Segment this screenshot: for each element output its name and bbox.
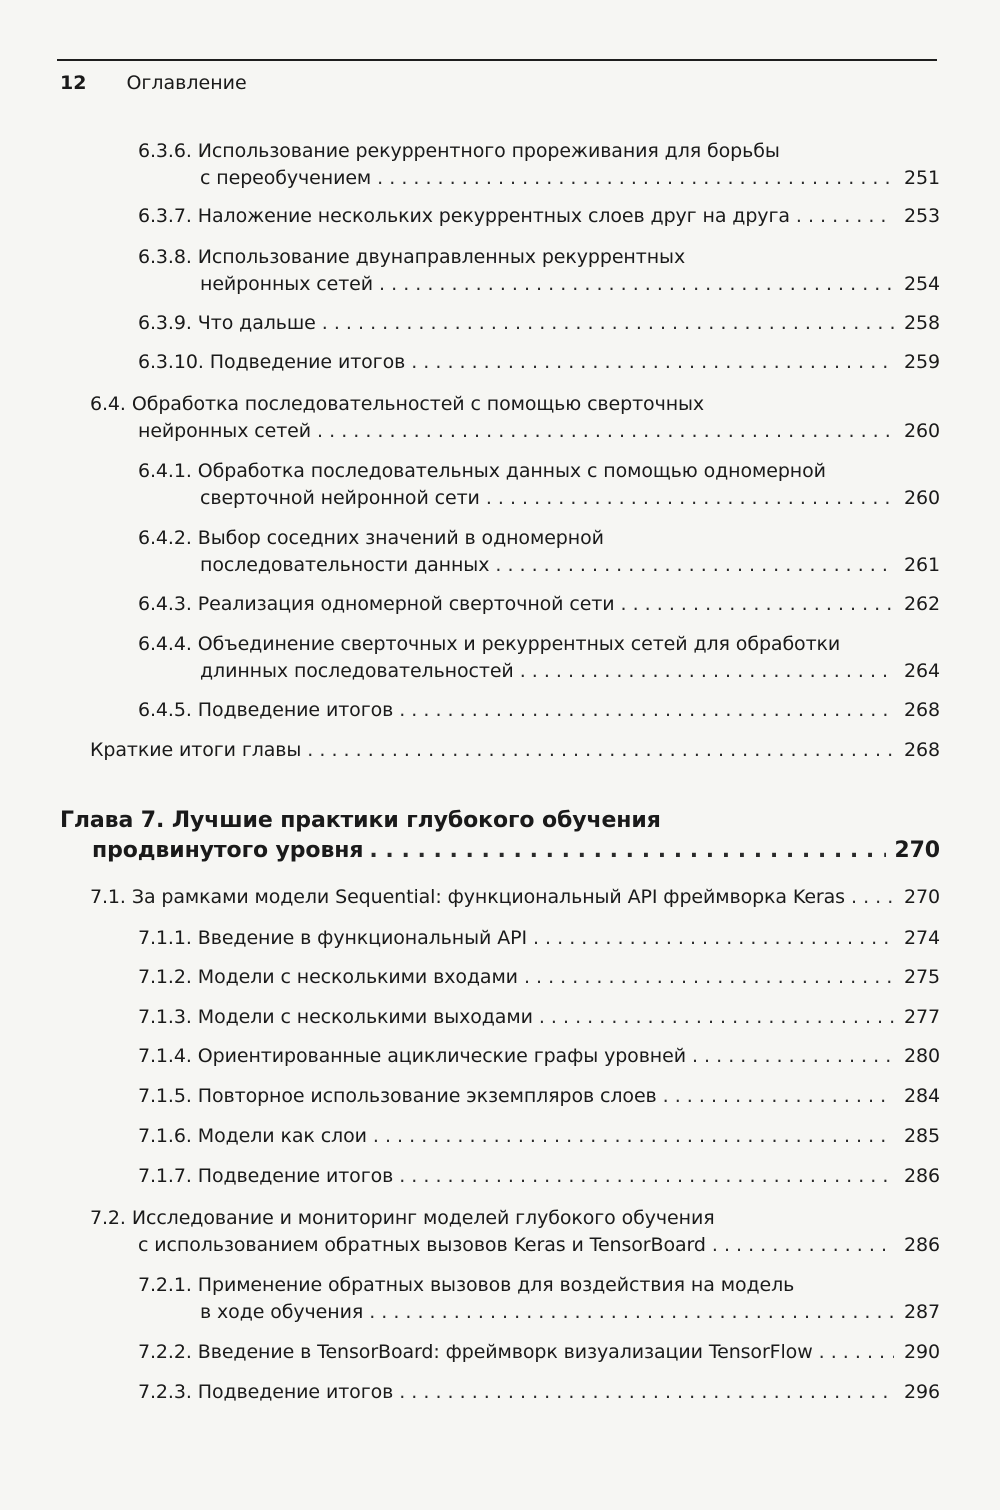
toc-entry-line <box>138 1163 940 1190</box>
section-number: 7.2. <box>90 1207 126 1229</box>
page-ref: 262 <box>904 593 940 615</box>
toc-entry-line <box>90 884 940 911</box>
toc-entry-line <box>138 925 940 952</box>
toc-entry-line <box>138 1004 940 1031</box>
section-number: 7.1. <box>90 886 126 908</box>
toc-entry <box>138 1083 940 1110</box>
page-ref: 268 <box>904 699 940 721</box>
toc-entry <box>90 391 940 445</box>
toc-entry-line <box>138 1083 940 1110</box>
section-title: Что дальше <box>197 312 316 334</box>
page-ref: 290 <box>904 1341 940 1363</box>
page-ref: 268 <box>904 739 940 761</box>
page-ref: 275 <box>904 966 940 988</box>
section-number: 6.4. <box>90 393 126 415</box>
section-title-continued: последовательности данных <box>200 554 490 576</box>
chapter-page-ref: 270 <box>894 838 940 863</box>
toc-entry <box>138 1004 940 1031</box>
section-title: Краткие итоги главы <box>90 739 302 761</box>
toc-entry-line <box>138 658 940 685</box>
chapter-title-line <box>60 836 940 866</box>
page-ref: 277 <box>904 1006 940 1028</box>
leader-dots <box>712 1232 894 1259</box>
section-number: 7.1.1. <box>138 927 192 949</box>
toc-entry <box>138 591 940 618</box>
toc-entry-line <box>90 1205 940 1232</box>
toc-entry-line <box>138 631 940 658</box>
section-title: Использование рекуррентного прореживания для борьбы <box>197 140 780 162</box>
section-title-continued: с использованием обратных вызовов Keras и TensorBoard <box>138 1234 706 1256</box>
section-title-continued: сверточной нейронной сети <box>200 487 480 509</box>
toc-entry-line <box>138 203 940 230</box>
leader-dots <box>621 591 894 618</box>
leader-dots <box>369 1299 894 1326</box>
section-title: Применение обратных вызовов для воздействия на модель <box>197 1274 795 1296</box>
chapter-heading <box>60 806 940 866</box>
toc-entry-line <box>138 1272 940 1299</box>
leader-dots <box>307 737 894 764</box>
section-number: 7.2.2. <box>138 1341 192 1363</box>
section-title: Наложение нескольких рекуррентных слоев друг на друга <box>197 205 790 227</box>
page-ref: 286 <box>904 1234 940 1256</box>
page-ref: 251 <box>904 167 940 189</box>
toc-entry-line <box>138 697 940 724</box>
toc-entry-line <box>90 737 940 764</box>
toc-entry <box>138 458 940 512</box>
page-ref: 259 <box>904 351 940 373</box>
toc-entry-line <box>138 1379 940 1406</box>
page-ref: 264 <box>904 660 940 682</box>
running-header <box>60 68 247 98</box>
leader-dots <box>520 658 894 685</box>
toc-entry-line <box>138 964 940 991</box>
leader-dots <box>373 1123 894 1150</box>
leader-dots <box>377 165 894 192</box>
page-ref: 261 <box>904 554 940 576</box>
section-number: 6.3.7. <box>138 205 192 227</box>
section-title: Подведение итогов <box>197 1381 394 1403</box>
toc-entry-line <box>138 1123 940 1150</box>
toc-entry <box>90 1205 940 1259</box>
toc-entry <box>138 310 940 337</box>
leader-dots <box>524 964 894 991</box>
page-ref: 284 <box>904 1085 940 1107</box>
toc-entry <box>138 138 940 192</box>
leader-dots <box>539 1004 894 1031</box>
section-title: Введение в TensorBoard: фреймворк визуализации TensorFlow <box>197 1341 813 1363</box>
toc-entry <box>138 1123 940 1150</box>
section-number: 7.2.3. <box>138 1381 192 1403</box>
section-number: 6.4.2. <box>138 527 192 549</box>
section-title-continued: длинных последовательностей <box>200 660 514 682</box>
toc-entry <box>90 737 940 764</box>
section-title-continued: нейронных сетей <box>138 420 312 442</box>
section-title: Повторное использование экземпляров слоев <box>197 1085 657 1107</box>
section-number: 6.3.9. <box>138 312 192 334</box>
section-title: Реализация одномерной сверточной сети <box>197 593 615 615</box>
section-number: 6.3.6. <box>138 140 192 162</box>
toc-entry-line <box>138 525 940 552</box>
toc-entry <box>138 1272 940 1326</box>
toc-entry-line <box>138 458 940 485</box>
toc-entry-line <box>90 391 940 418</box>
section-number: 7.1.2. <box>138 966 192 988</box>
section-title: Введение в функциональный API <box>197 927 527 949</box>
section-number: 6.4.1. <box>138 460 192 482</box>
page-ref: 296 <box>904 1381 940 1403</box>
section-title: Подведение итогов <box>197 1165 394 1187</box>
leader-dots <box>399 697 894 724</box>
toc-entry <box>138 697 940 724</box>
section-title: Модели как слои <box>197 1125 367 1147</box>
toc-entry <box>138 964 940 991</box>
toc-entry-line <box>138 485 940 512</box>
leader-dots <box>692 1043 894 1070</box>
section-title: Объединение сверточных и рекуррентных сетей для обработки <box>197 633 841 655</box>
leader-dots <box>851 884 894 911</box>
toc-entry-line <box>138 552 940 579</box>
toc-entry <box>90 884 940 911</box>
leader-dots <box>411 349 894 376</box>
toc-entry-line <box>138 310 940 337</box>
chapter-title-line: Глава 7. Лучшие практики глубокого обучения <box>60 808 661 833</box>
section-title: Подведение итогов <box>197 699 394 721</box>
section-number: 6.4.3. <box>138 593 192 615</box>
section-number: 6.3.8. <box>138 246 192 268</box>
toc-entry-line <box>138 244 940 271</box>
running-title: Оглавление <box>126 72 247 94</box>
section-number: 7.1.6. <box>138 1125 192 1147</box>
page-ref: 286 <box>904 1165 940 1187</box>
leader-dots <box>369 836 886 866</box>
toc-entry-line <box>90 418 940 445</box>
toc-entry <box>138 349 940 376</box>
page-ref: 287 <box>904 1301 940 1323</box>
section-title: За рамками модели Sequential: функциональный API фреймворка Keras <box>131 886 845 908</box>
page-ref: 260 <box>904 487 940 509</box>
page-ref: 270 <box>904 886 940 908</box>
leader-dots <box>317 418 894 445</box>
section-number: 7.1.5. <box>138 1085 192 1107</box>
section-title: Модели с несколькими входами <box>197 966 518 988</box>
section-title: Обработка последовательностей с помощью сверточных <box>131 393 705 415</box>
toc-entry-line <box>138 1339 940 1366</box>
leader-dots <box>533 925 894 952</box>
page-ref: 260 <box>904 420 940 442</box>
toc-entry-line <box>138 1043 940 1070</box>
section-number: 7.1.3. <box>138 1006 192 1028</box>
page-ref: 254 <box>904 273 940 295</box>
section-title: Подведение итогов <box>209 351 406 373</box>
leader-dots <box>819 1339 894 1366</box>
leader-dots <box>486 485 894 512</box>
page-ref: 285 <box>904 1125 940 1147</box>
leader-dots <box>663 1083 894 1110</box>
toc-entry-line <box>138 138 940 165</box>
chapter-title-continued: продвинутого уровня <box>92 838 364 863</box>
toc-entry-line <box>138 591 940 618</box>
section-number: 6.4.4. <box>138 633 192 655</box>
toc-entry-line <box>90 1232 940 1259</box>
page-ref: 274 <box>904 927 940 949</box>
leader-dots <box>322 310 894 337</box>
section-number: 6.3.10. <box>138 351 204 373</box>
toc-entry <box>138 1163 940 1190</box>
leader-dots <box>796 203 894 230</box>
section-title-continued: с переобучением <box>200 167 372 189</box>
section-title-continued: нейронных сетей <box>200 273 374 295</box>
toc-entry-line <box>138 1299 940 1326</box>
toc-entry <box>138 1043 940 1070</box>
section-title: Исследование и мониторинг моделей глубокого обучения <box>131 1207 715 1229</box>
page-ref: 253 <box>904 205 940 227</box>
toc-entry <box>138 525 940 579</box>
section-number: 6.4.5. <box>138 699 192 721</box>
section-title: Обработка последовательных данных с помощью одномерной <box>197 460 826 482</box>
top-rule <box>57 59 937 61</box>
section-number: 7.2.1. <box>138 1274 192 1296</box>
page-number: 12 <box>60 72 87 94</box>
toc-entry <box>138 1379 940 1406</box>
page-ref: 280 <box>904 1045 940 1067</box>
section-title: Выбор соседних значений в одномерной <box>197 527 604 549</box>
leader-dots <box>399 1163 894 1190</box>
section-number: 7.1.4. <box>138 1045 192 1067</box>
toc-entry <box>138 925 940 952</box>
toc-entry-line <box>138 349 940 376</box>
toc-entry <box>138 203 940 230</box>
toc-entry-line <box>138 271 940 298</box>
section-number: 7.1.7. <box>138 1165 192 1187</box>
leader-dots <box>379 271 894 298</box>
section-title: Использование двунаправленных рекуррентных <box>197 246 686 268</box>
toc-entry-line <box>138 165 940 192</box>
section-title: Ориентированные ациклические графы уровней <box>197 1045 686 1067</box>
toc-entry <box>138 1339 940 1366</box>
leader-dots <box>495 552 894 579</box>
page-ref: 258 <box>904 312 940 334</box>
leader-dots <box>399 1379 894 1406</box>
section-title: Модели с несколькими выходами <box>197 1006 533 1028</box>
toc-entry <box>138 631 940 685</box>
toc-entry <box>138 244 940 298</box>
section-title-continued: в ходе обучения <box>200 1301 364 1323</box>
